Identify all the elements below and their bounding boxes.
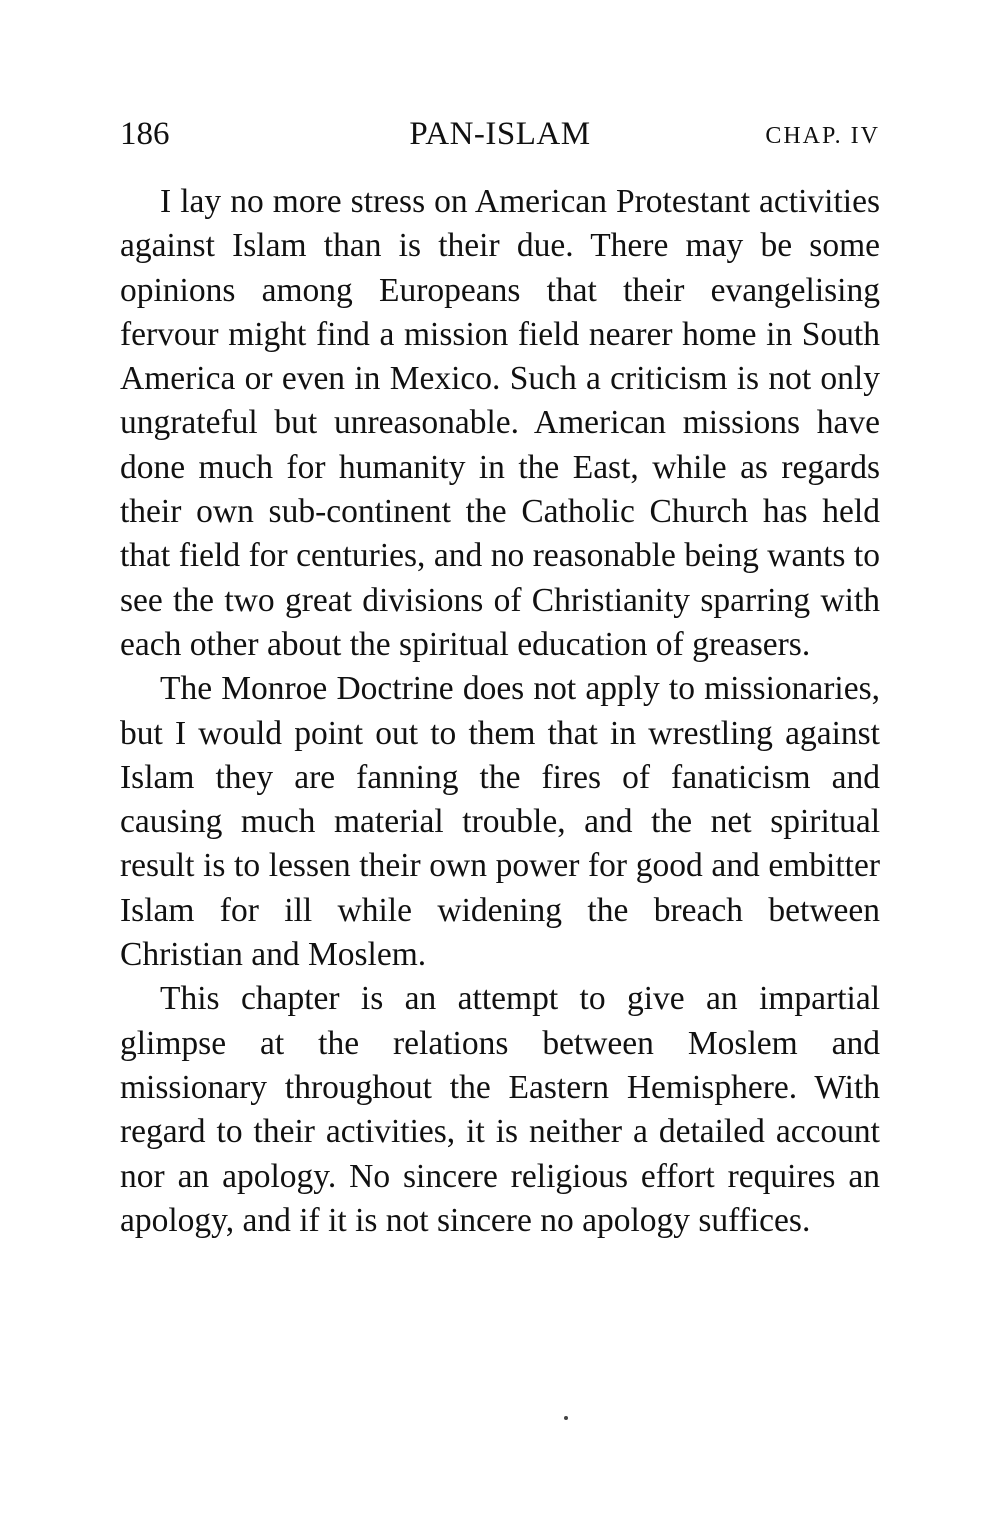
running-title: PAN-ISLAM	[409, 116, 591, 152]
running-head	[120, 112, 880, 156]
print-speck	[564, 1416, 568, 1420]
paragraph-3: This chapter is an attempt to give an impartial glimpse at the relations between Moslem and missionary throughout the Eastern Hemisphere. With regard to their activities, it is neither a detailed account nor an apology. No sincere religious effort requires an apology, and if it is not sincere no apology suffices.	[120, 980, 880, 1239]
chapter-label: CHAP. IV	[765, 123, 880, 149]
page-number: 186	[120, 116, 170, 152]
paragraph-1: I lay no more stress on American Protestant activities against Islam than is their due. There may be some opinions among Europeans that their evangelising fervour might find a mission field nearer home in South America or even in Mexico. Such a criticism is not only ungrateful but unreasonable. American missions have done much for humanity in the East, while as regards their own sub-continent the Catholic Church has held that field for centuries, and no reasonable being wants to see the two great divisions of Christianity sparring with each other about the spiritual education of greasers.	[120, 183, 880, 663]
body-text	[120, 180, 880, 1243]
paragraph-2: The Monroe Doctrine does not apply to missionaries, but I would point out to them that in wrestling against Islam they are fanning the fires of fanaticism and causing much material trouble, and the net spiritual result is to lessen their own power for good and embitter Islam for ill while widening the breach between Christian and Moslem.	[120, 670, 880, 974]
